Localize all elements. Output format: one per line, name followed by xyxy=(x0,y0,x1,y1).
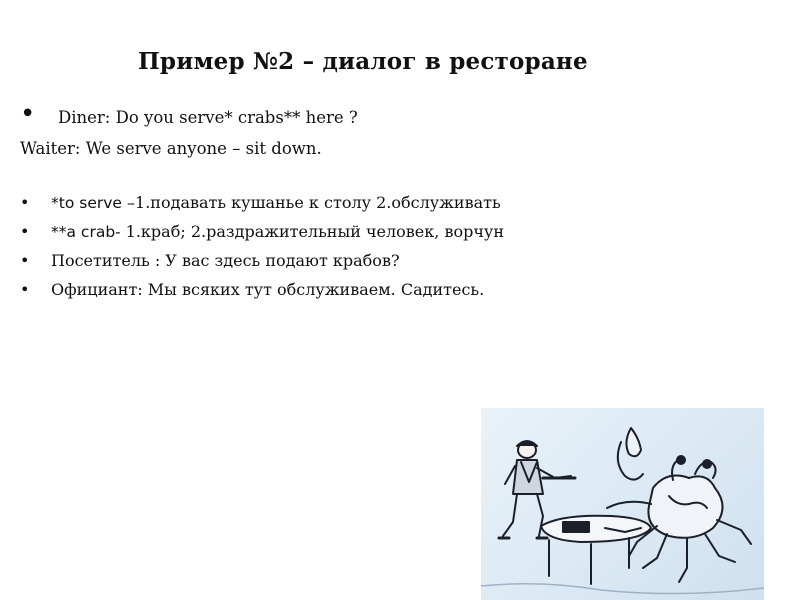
waiter-and-crab-cartoon-icon xyxy=(481,408,764,600)
bullet-dot: • xyxy=(20,222,30,241)
bullet-dot: • xyxy=(20,280,30,299)
vocab-term: **a crab xyxy=(51,223,116,241)
translation-text: Посетитель : У вас здесь подают крабов? xyxy=(51,251,400,270)
translation-text: Официант: Мы всяких тут обслуживаем. Садитесь. xyxy=(51,280,485,299)
bullet-dot: • xyxy=(20,251,30,270)
table-figure xyxy=(541,516,651,584)
vocab-definition: –1.подавать кушанье к столу 2.обслуживать xyxy=(121,193,501,212)
dialogue-line-diner: Diner: Do you serve* crabs** here ? xyxy=(58,108,358,127)
bullet-dot: • xyxy=(20,99,36,129)
dialogue-line-waiter: Waiter: We serve anyone – sit down. xyxy=(20,139,322,158)
crab-figure xyxy=(605,428,751,582)
slide-title: Пример №2 – диалог в ресторане xyxy=(138,48,588,75)
cartoon-illustration xyxy=(481,408,764,600)
vocab-definition: - 1.краб; 2.раздражительный человек, ворчун xyxy=(115,222,504,241)
vocab-term: *to serve xyxy=(51,194,122,212)
bullet-dot: • xyxy=(20,193,30,212)
